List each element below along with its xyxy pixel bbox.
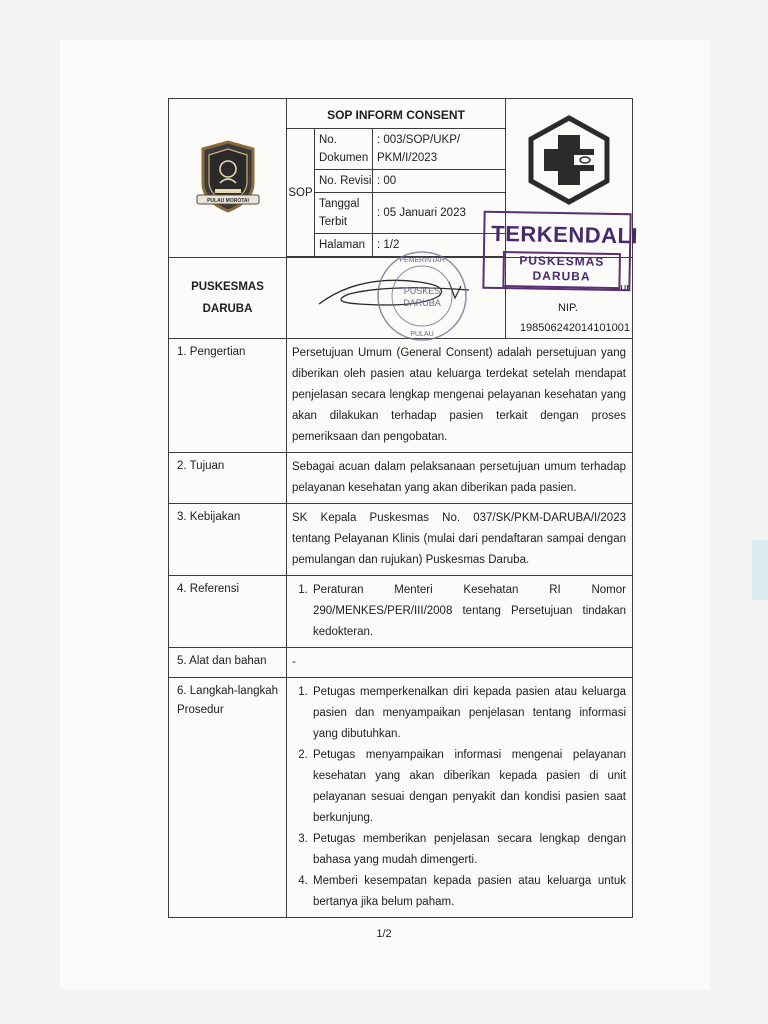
puskesmas-logo-icon — [195, 139, 261, 215]
seal-text-bottom: PULAU — [410, 331, 434, 338]
procedure-step: 2. Petugas menyampaikan informasi mengenai pelayanan kesehatan yang akan diberikan kepada pasien di unit pelayanan sesuai dengan penyakit dan kondisi pasien saat berkunjung. — [311, 745, 626, 829]
stamp-title: TERKENDALI — [491, 220, 639, 249]
tape-strip — [752, 540, 768, 600]
nip-number: 198506242014101001 — [519, 322, 630, 334]
org-name-line2: DARUBA — [202, 303, 253, 315]
page-number: 1/2 — [376, 928, 392, 940]
meta-key-page: Halaman — [315, 234, 373, 257]
section-label-procedure: 6. Langkah-langkah Prosedur — [169, 678, 287, 918]
section-text-tools: - — [287, 648, 633, 678]
stamp-line1: PUSKESMAS — [519, 253, 605, 269]
seal-text-inner1: PUSKES — [403, 286, 441, 296]
meta-key-issue-date: Tanggal Terbit — [315, 193, 373, 234]
section-label-reference: 4. Referensi — [169, 576, 287, 648]
section-label-purpose: 2. Tujuan — [169, 453, 287, 504]
sop-label: SOP — [287, 129, 315, 257]
meta-value-revision: : 00 — [373, 170, 506, 193]
section-label-policy: 3. Kebijakan — [169, 504, 287, 576]
procedure-step: 4. Memberi kesempatan kepada pasien atau keluarga untuk bertanya jika belum paham. — [311, 871, 626, 913]
stamp-line2: DARUBA — [532, 268, 591, 284]
controlled-stamp — [482, 211, 639, 292]
reference-item: 1. Peraturan Menteri Kesehatan RI Nomor 290/MENKES/PER/III/2008 tentang Persetujuan tindakan kedokteran. — [311, 580, 626, 643]
meta-key-document-number: No. Dokumen — [315, 129, 373, 170]
section-list-procedure — [287, 678, 633, 918]
nip-label: NIP. — [558, 302, 578, 314]
section-text-definition: Persetujuan Umum (General Consent) adalah persetujuan yang diberikan oleh pasien atau keluarga terdekat setelah mendapat penjelasan secara lengkap mengenai pelayanan kesehatan yang akan dilakukan terhadap pasien terkait dengan proses pemeriksaan dan pengobatan. — [287, 339, 633, 453]
section-label-definition: 1. Pengertian — [169, 339, 287, 453]
section-text-purpose: Sebagai acuan dalam pelaksanaan persetujuan umum terhadap pelayanan kesehatan yang akan diberikan pada pasien. — [287, 453, 633, 504]
section-text-policy: SK Kepala Puskesmas No. 037/SK/PKM-DARUBA/I/2023 tentang Pelayanan Klinis (mulai dari pendaftaran sampai dengan pemulangan dan rujukan) Puskesmas Daruba. — [287, 504, 633, 576]
health-cross-logo-icon — [524, 115, 614, 205]
official-seal-icon — [374, 248, 470, 344]
stamp-inner-box — [502, 251, 621, 289]
section-label-tools: 5. Alat dan bahan — [169, 648, 287, 678]
seal-text-top: PEMERINTAH — [399, 257, 445, 264]
organization-name — [169, 258, 287, 339]
procedure-step: 3. Petugas memberikan penjelasan secara lengkap dengan bahasa yang mudah dimengerti. — [311, 829, 626, 871]
seal-text-inner2: DARUBA — [403, 298, 441, 308]
section-list-reference — [287, 576, 633, 648]
meta-key-revision: No. Revisi — [315, 170, 373, 193]
svg-text:PULAU MOROTAI: PULAU MOROTAI — [206, 197, 249, 204]
document-title: SOP INFORM CONSENT — [287, 99, 506, 129]
procedure-step: 1. Petugas memperkenalkan diri kepada pasien atau keluarga pasien dan menyampaikan penjelasan tentang informasi yang dibutuhkan. — [311, 682, 626, 745]
org-name-line1: PUSKESMAS — [191, 281, 264, 293]
signatory-role: ur — [620, 282, 630, 294]
logo-cell — [169, 99, 287, 258]
meta-value-document-number: : 003/SOP/UKP/ PKM/I/2023 — [373, 129, 506, 170]
meta-value-page: : 1/2 — [373, 234, 506, 257]
meta-value-issue-date: : 05 Januari 2023 — [373, 193, 506, 234]
